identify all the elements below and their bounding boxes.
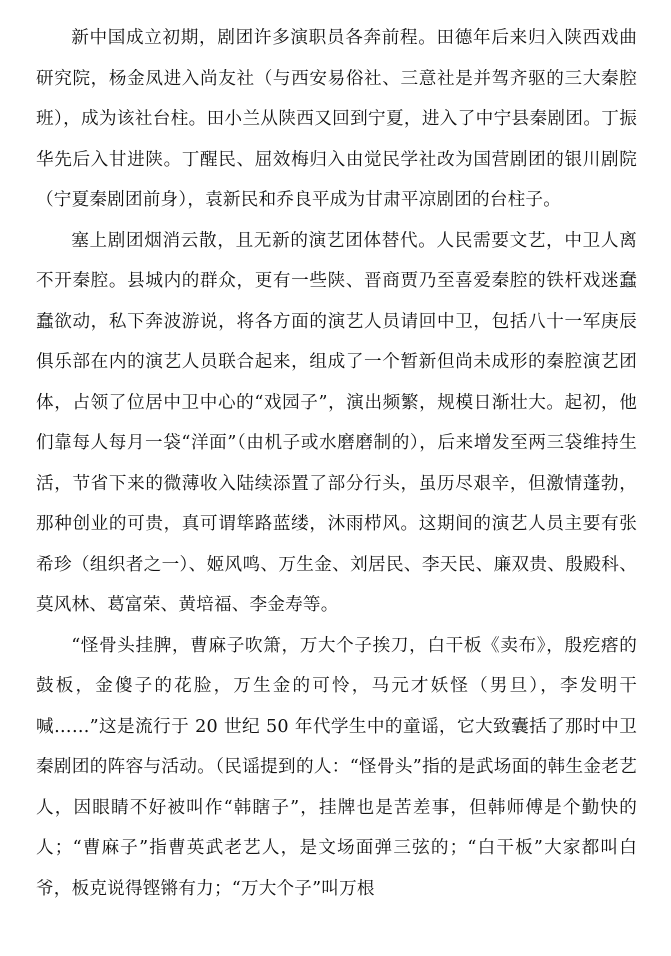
paragraph: 塞上剧团烟消云散，且无新的演艺团体替代。人民需要文艺，中卫人离不开秦腔。县城内的群众，更有一些陕、晋商贾乃至喜爱秦腔的铁杆戏迷蠢蠢欲动，私下奔波游说，将各方面的演艺人员请回中卫，包括八十一军庚辰俱乐部在内的演艺人员联合起来，组成了一个暂新但尚未成形的秦腔演艺团体，占领了位居中卫中心的“戏园子”，演出频繁，规模日渐壮大。起初，他们靠每人每月一袋“洋面”（由机子或水磨磨制的），后来增发至两三袋维持生活，节省下来的微薄收入陆续添置了部分行头，虽历尽艰辛，但激情蓬勃，那种创业的可贵，真可谓筚路蓝缕，沐雨栉风。这期间的演艺人员主要有张希珍（组织者之一）、姬风鸣、万生金、刘居民、李天民、廉双贵、殷殿科、莫风林、葛富荣、黄培福、李金寿等。 [36,230,637,615]
paragraph: 新中国成立初期，剧团许多演职员各奔前程。田德年后来归入陕西戏曲研究院，杨金凤进入尚友社（与西安易俗社、三意社是并驾齐驱的三大秦腔班），成为该社台柱。田小兰从陕西又回到宁夏，进入了中宁县秦剧团。丁振华先后入甘进陕。丁醒民、屈效梅归入由觉民学社改为国营剧团的银川剧院（宁夏秦剧团前身），袁新民和乔良平成为甘肃平凉剧团的台柱子。 [36,28,637,210]
page-body [36,18,637,909]
paragraph: “怪骨头挂脾，曹麻子吹箫，万大个子挨刀，白干板《卖布》，殷疙瘩的鼓板，金傻子的花脸，万生金的可怜，马元才妖怪（男旦），李发明干喊……”这是流行于 20 世纪 50 年代学生中的童谣，它大致囊括了那时中卫秦剧团的阵容与活动。（民谣提到的人：“怪骨头”指的是武场面的韩生金老艺人，因眼睛不好被叫作“韩瞎子”，挂牌也是苦差事，但韩师傅是个勤快的人；“曹麻子”指曹英武老艺人，是文场面弹三弦的；“白干板”大家都叫白爷，板克说得铿锵有力；“万大个子”叫万根 [36,635,637,899]
